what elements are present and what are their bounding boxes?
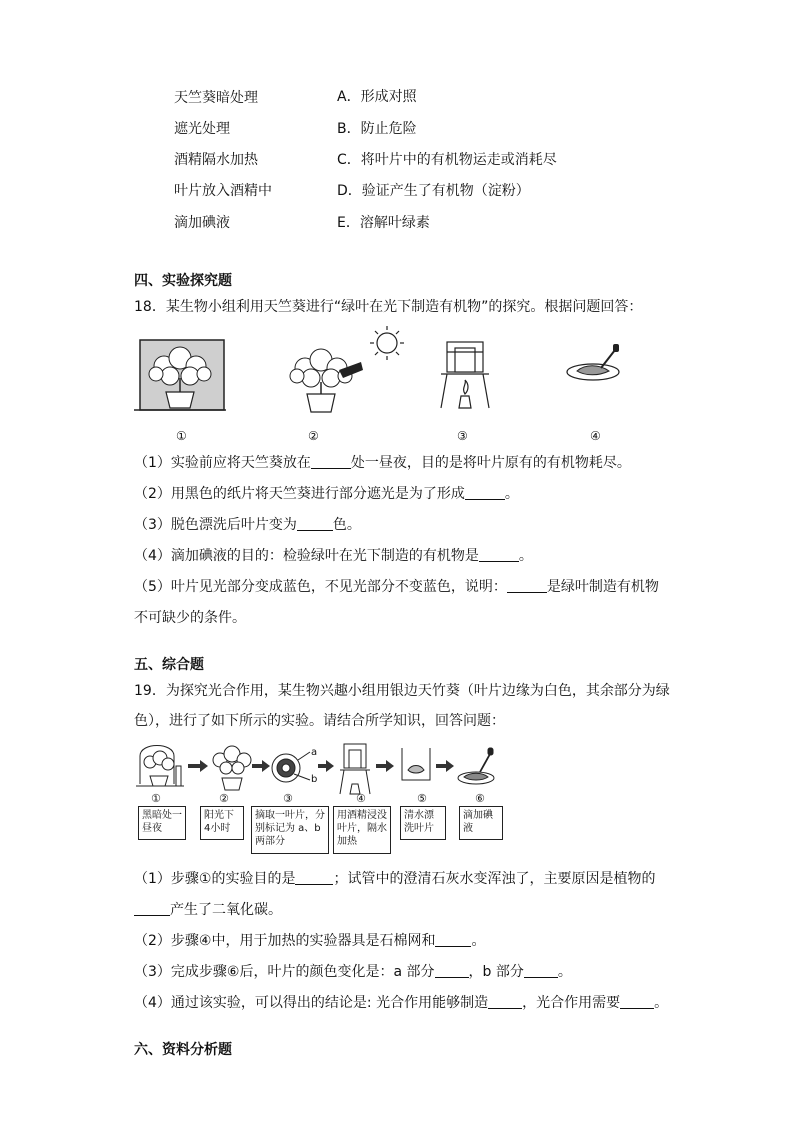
q18-2: [134, 484, 519, 504]
q19-3-text-a: （3）完成步骤⑥后，叶片的颜色变化是：a 部分: [134, 964, 435, 980]
q19-3-text-c: 。: [557, 964, 572, 980]
fig18-plant-shaded-sun: [283, 326, 413, 416]
q19-2-text-b: 。: [471, 933, 486, 949]
section5-heading: 五、综合题: [134, 657, 204, 673]
q19-1-blank-1[interactable]: [295, 870, 333, 885]
match-right-a: A．形成对照: [337, 89, 417, 105]
match-left-2: 遮光处理: [174, 121, 230, 137]
fig19-step-num-2: ②: [219, 792, 229, 805]
fig19-step-num-5: ⑤: [417, 792, 427, 805]
q19-4: [134, 993, 668, 1013]
q18-4: [134, 546, 533, 566]
q19-4-text-a: （4）通过该实验，可以得出的结论是: 光合作用能够制造: [134, 995, 489, 1011]
section4-heading: 四、实验探究题: [134, 273, 232, 289]
q19-3-blank-a[interactable]: [435, 963, 469, 978]
fig19-arrow-3: [318, 760, 334, 772]
q19-4-text-b: ，光合作用需要: [522, 995, 621, 1011]
q19-1-text-a: （1）步骤①的实验目的是: [134, 871, 296, 887]
q18-5: [134, 577, 659, 597]
q18-3-blank[interactable]: [297, 516, 333, 531]
q18-5-cont: 不可缺少的条件。: [134, 610, 246, 626]
q19-1: [134, 869, 655, 889]
q19-2-blank[interactable]: [435, 932, 471, 947]
match-left-3: 酒精隔水加热: [174, 152, 258, 168]
q18-5-text-b: 是绿叶制造有机物: [546, 579, 659, 595]
q18-4-text-a: （4）滴加碘液的目的：检验绿叶在光下制造的有机物是: [134, 548, 479, 564]
q19-2: [134, 931, 485, 951]
fig19-step-box-4: 用酒精浸没叶片，隔水加热: [333, 806, 391, 854]
q18-2-text-a: （2）用黑色的纸片将天竺葵进行部分遮光是为了形成: [134, 486, 465, 502]
q19-2-text-a: （2）步骤④中，用于加热的实验器具是石棉网和: [134, 933, 436, 949]
section6-heading: 六、资料分析题: [134, 1042, 232, 1058]
q19-1-text-b: ；试管中的澄清石灰水变浑浊了，主要原因是植物的: [333, 871, 656, 887]
fig19-step-box-1: 黑暗处一昼夜: [138, 806, 186, 840]
fig19-step-box-5: 清水漂洗叶片: [400, 806, 446, 840]
q19-3: [134, 962, 572, 982]
fig18-label-2: ②: [308, 429, 319, 443]
q19-stem-line2: 色），进行了如下所示的实验。请结合所学知识，回答问题：: [134, 713, 505, 729]
q18-1-blank[interactable]: [311, 454, 351, 469]
q18-3: [134, 515, 361, 535]
fig19-step-num-4: ④: [356, 792, 366, 805]
q18-3-text-b: 色。: [332, 517, 361, 533]
q18-4-text-b: 。: [518, 548, 533, 564]
fig19-step-num-1: ①: [151, 792, 161, 805]
fig18-label-1: ①: [176, 429, 187, 443]
q18-5-blank[interactable]: [507, 578, 547, 593]
q18-2-text-b: 。: [504, 486, 519, 502]
match-left-5: 滴加碘液: [174, 215, 230, 231]
fig19-arrow-4: [376, 760, 394, 772]
fig18-iodine-dish: [563, 344, 629, 384]
q19-4-text-c: 。: [654, 995, 669, 1011]
q18-1: [134, 453, 631, 473]
q19-1-cont: [134, 900, 282, 920]
q19-4-blank-1[interactable]: [488, 994, 522, 1009]
q19-1-text-c: 产生了二氧化碳。: [170, 902, 282, 918]
fig19-arrow-2: [252, 760, 270, 772]
fig19-flow-illustrations: [134, 740, 506, 800]
q18-1-text-a: （1）实验前应将天竺葵放在: [134, 455, 311, 471]
match-right-b: B．防止危险: [337, 121, 417, 137]
q19-3-text-b: ，b 部分: [468, 964, 524, 980]
match-left-4: 叶片放入酒精中: [174, 183, 272, 199]
q18-4-blank[interactable]: [479, 547, 519, 562]
fig19-arrow-5: [436, 760, 454, 772]
fig19-step-box-2: 阳光下4小时: [200, 806, 244, 840]
q19-4-blank-2[interactable]: [620, 994, 654, 1009]
q18-5-text-a: （5）叶片见光部分变成蓝色，不见光部分不变蓝色，说明：: [134, 579, 507, 595]
fig19-step-box-6: 滴加碘液: [459, 806, 503, 840]
fig19-step-box-3: 摘取一叶片，分别标记为 a、b 两部分: [251, 806, 329, 854]
fig19-step-num-3: ③: [283, 792, 293, 805]
fig18-label-3: ③: [457, 429, 468, 443]
fig19-leaf-label-a: a: [311, 747, 318, 758]
match-right-c: C．将叶片中的有机物运走或消耗尽: [337, 152, 557, 168]
q18-3-text-a: （3）脱色漂洗后叶片变为: [134, 517, 297, 533]
fig19-step-num-6: ⑥: [475, 792, 485, 805]
q18-1-text-b: 处一昼夜，目的是将叶片原有的有机物耗尽。: [350, 455, 631, 471]
q19-stem-line1: 19．为探究光合作用，某生物兴趣小组用银边天竹葵（叶片边缘为白色，其余部分为绿: [134, 683, 670, 699]
match-left-1: 天竺葵暗处理: [174, 90, 258, 106]
q18-stem: 18．某生物小组利用天竺葵进行“绿叶在光下制造有机物”的探究。根据问题回答：: [134, 299, 643, 315]
match-right-d: D．验证产生了有机物（淀粉）: [337, 183, 530, 199]
fig18-alcohol-heating: [437, 336, 493, 416]
q19-3-blank-b[interactable]: [524, 963, 558, 978]
fig18-plant-dark: [134, 338, 226, 414]
match-right-e: E．溶解叶绿素: [337, 215, 430, 231]
q18-2-blank[interactable]: [465, 485, 505, 500]
q19-1-blank-2[interactable]: [134, 901, 170, 916]
fig18-label-4: ④: [590, 429, 601, 443]
fig19-arrow-1: [188, 760, 208, 772]
fig19-leaf-label-b: b: [311, 774, 318, 785]
